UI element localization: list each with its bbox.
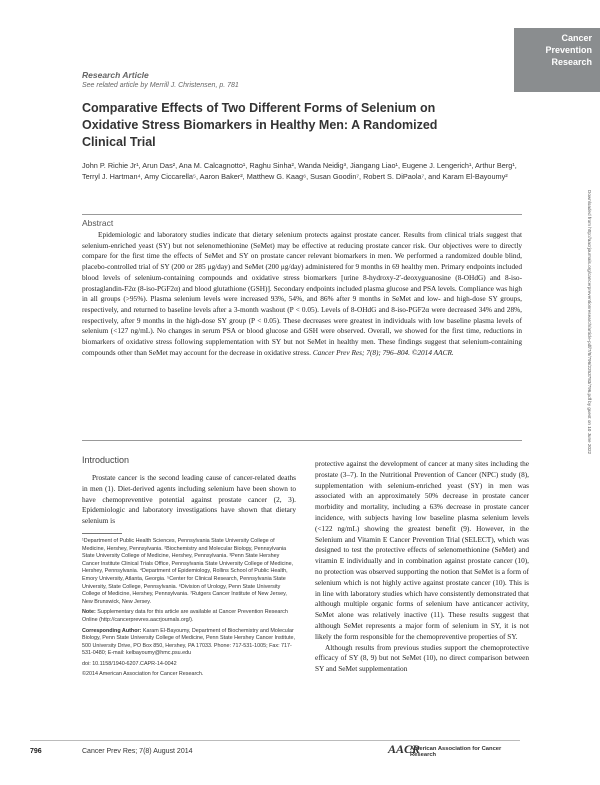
article-title: Comparative Effects of Two Different Forms of Selenium on Oxidative Stress Biomarkers in Healthy Men: A Randomized Clinical Trial <box>82 101 438 149</box>
abstract-text: Epidemiologic and laboratory studies indicate that dietary selenium protects against prostate cancer. Results from clinical trials suggest that selenium-enriched yeast (SY) but not selenomethionine (SeMet) may be effective at reducing prostate cancer risk. Our objectives were to directly compare for the first time the effects of SeMet and SY on prostate cancer relevant biomarkers in men. We performed a randomized double blind, placebo-controlled trial of SY (200 or 285 μg/day) and SeMet (200 μg/day) administered for 9 months in 69 healthy men. Primary endpoints included blood levels of selenium-containing compounds and oxidative stress biomarkers [urine 8-hydroxy-2′-deoxyguanosine (8-OHdG) and 8-iso-prostaglandin-F2α (8-iso-PGF2α) and blood glutathione (GSH)]. Secondary endpoints included plasma glucose and PSA levels. Compliance was high in all groups (>95%). Plasma selenium levels were increased 93%, 54%, and 86% after 9 months in SeMet and low- and high-dose SY groups, respectively, and returned to baseline levels after a 3-month washout (P < 0.05). Levels of 8-OHdG and 8-iso-PGF2α were decreased 34% and 28%, respectively, after 9 months in the high-dose SY group (P < 0.05). These decreases were greatest in individuals with low baseline plasma levels of selenium (<127 ng/mL). No changes in serum PSA or blood glucose and GSH were observed. Overall, we showed for the first time, reductions in biomarkers of oxidative stress following supplementation with SY but not SeMet in healthy men. These findings suggest that selenium-containing compounds other than SeMet may account for the decrease in oxidative stress. <box>82 230 522 357</box>
intro-paragraph-continued: protective against the development of cancer at many sites including the prostate (3–7). In the Nutritional Prevention of Cancer (NPC) study (8), supplementation with selenium-enriched yeast (SY) in men was associated with an approximately 50% decrease in prostate cancer morbidity and mortality, including a 63% decrease in prostate cancer incidence, with subjects having low baseline plasma selenium levels (<122 ng/mL) showing the greatest benefit (9). However, in the Selenium and Vitamin E Cancer Prevention Trial (SELECT), which was designed to test the protective effects of selenomethionine (SeMet) and vitamin E individually and in combination against prostate cancer (10), no protection was observed supporting the notion that SeMet is a form of selenium which is not highly active against prostate cancer (10). This is in line with laboratory studies which have consistently demonstrated that although multiple organic forms of selenium have anticancer activity, SeMet alone was relatively inactive (11). These results suggest that although SeMet represents a major form of selenium in SY, it is not likely the form responsible for the chemopreventive properties of SY. <box>315 459 529 641</box>
left-column <box>82 455 296 682</box>
footer-journal-citation: Cancer Prev Res; 7(8) August 2014 <box>82 748 193 755</box>
note-text: Supplementary data for this article are available at Cancer Prevention Research Online (http://cancerprevres.aacrjournals.org/). <box>82 609 288 623</box>
introduction-heading: Introduction <box>82 455 130 465</box>
intro-paragraph: Prostate cancer is the second leading cause of cancer-related deaths in men (1). Diet-derived agents including selenium have been shown to have chemopreventive potential against prostate cancer (2, 3). Epidemiologic and laboratory investigations have shown that dietary selenium is <box>82 473 296 526</box>
note-footnote <box>82 609 296 624</box>
journal-badge-line: Cancer <box>561 33 592 43</box>
footer-rule <box>30 740 520 741</box>
footnote-rule <box>82 533 122 534</box>
journal-badge-line: Prevention <box>545 45 592 55</box>
note-label: Note: <box>82 609 96 616</box>
corresponding-author-footnote <box>82 628 296 658</box>
download-note-text: Downloaded from http://aacrjournals.org/cancerpreventionresearch/article-pdf/7/8/796/2253783/796.pdf by guest on 10 June 2022 <box>587 190 592 455</box>
aacr-logo <box>388 742 520 758</box>
author-list: John P. Richie Jr¹, Arun Das², Ana M. Calcagnotto¹, Raghu Sinha², Wanda Neidig³, Jiangang Liao¹, Eugene J. Lengerich¹, Arthur Berg¹, Terryl J. Hartman⁴, Amy Ciccarella⁵, Aaron Baker², Matthew G. Kaag⁶, Susan Goodin⁷, Robert S. DiPaola⁷, and Karam El-Bayoumy² <box>82 161 517 181</box>
article-type: Research Article <box>82 70 149 80</box>
abstract-top-rule <box>82 214 522 215</box>
corresponding-author-text: Karam El-Bayoumy, Department of Biochemistry and Molecular Biology, Penn State University College of Medicine, Penn State Hershey Cancer Institute, 500 University Drive, PO Box 850, Hershey, PA 17033. Phone: 717-531-1005; Fax: 717-531-0480; E-mail: kelbayoumy@hmc.psu.edu <box>82 627 295 657</box>
copyright: ©2014 American Association for Cancer Research. <box>82 671 204 678</box>
abstract-bottom-rule <box>82 440 522 441</box>
journal-badge <box>514 28 600 92</box>
abstract-citation: Cancer Prev Res; 7(8); 796–804. ©2014 AACR. <box>312 347 454 357</box>
corresponding-author-label: Corresponding Author: <box>82 627 142 634</box>
doi[interactable]: doi: 10.1158/1940-6207.CAPR-14-0042 <box>82 660 177 667</box>
download-watermark <box>582 190 592 590</box>
abstract-body <box>82 230 522 358</box>
aacr-logo-mark: AACR <box>388 742 421 756</box>
journal-badge-line: Research <box>551 57 592 67</box>
intro-paragraph: Although results from previous studies support the chemoprotective efficacy of SY (8, 9) but not SeMet (10), no direct comparison between SY and SeMet supplementation <box>315 642 529 674</box>
right-column <box>315 455 529 675</box>
page-number: 796 <box>30 748 42 755</box>
aacr-logo-text: American Association for Cancer Research <box>410 746 502 758</box>
affiliations-footnote: ¹Department of Public Health Sciences, Pennsylvania State University College of Medicine, Hershey, Pennsylvania. ²Biochemistry and Molecular Biology, Pennsylvania State University College of Medicine, Hershey, Pennsylvania. ³Penn State Hershey Cancer Institute Clinical Trials Office, Pennsylvania State University College of Medicine, Hershey, Pennsylvania. ⁴Department of Epidemiology, Rollins School of Public Health, Emory University, Atlanta, Georgia. ⁵Center for Clinical Research, Pennsylvania State University, State College, Pennsylvania. ⁶Division of Urology, Penn State University College of Medicine, Hershey, Pennsylvania. ⁷Rutgers Cancer Institute of New Jersey, New Brunswick, New Jersey. <box>82 537 294 605</box>
abstract-heading: Abstract <box>82 218 114 228</box>
related-article-note[interactable]: See related article by Merrill J. Christensen, p. 781 <box>82 82 239 89</box>
